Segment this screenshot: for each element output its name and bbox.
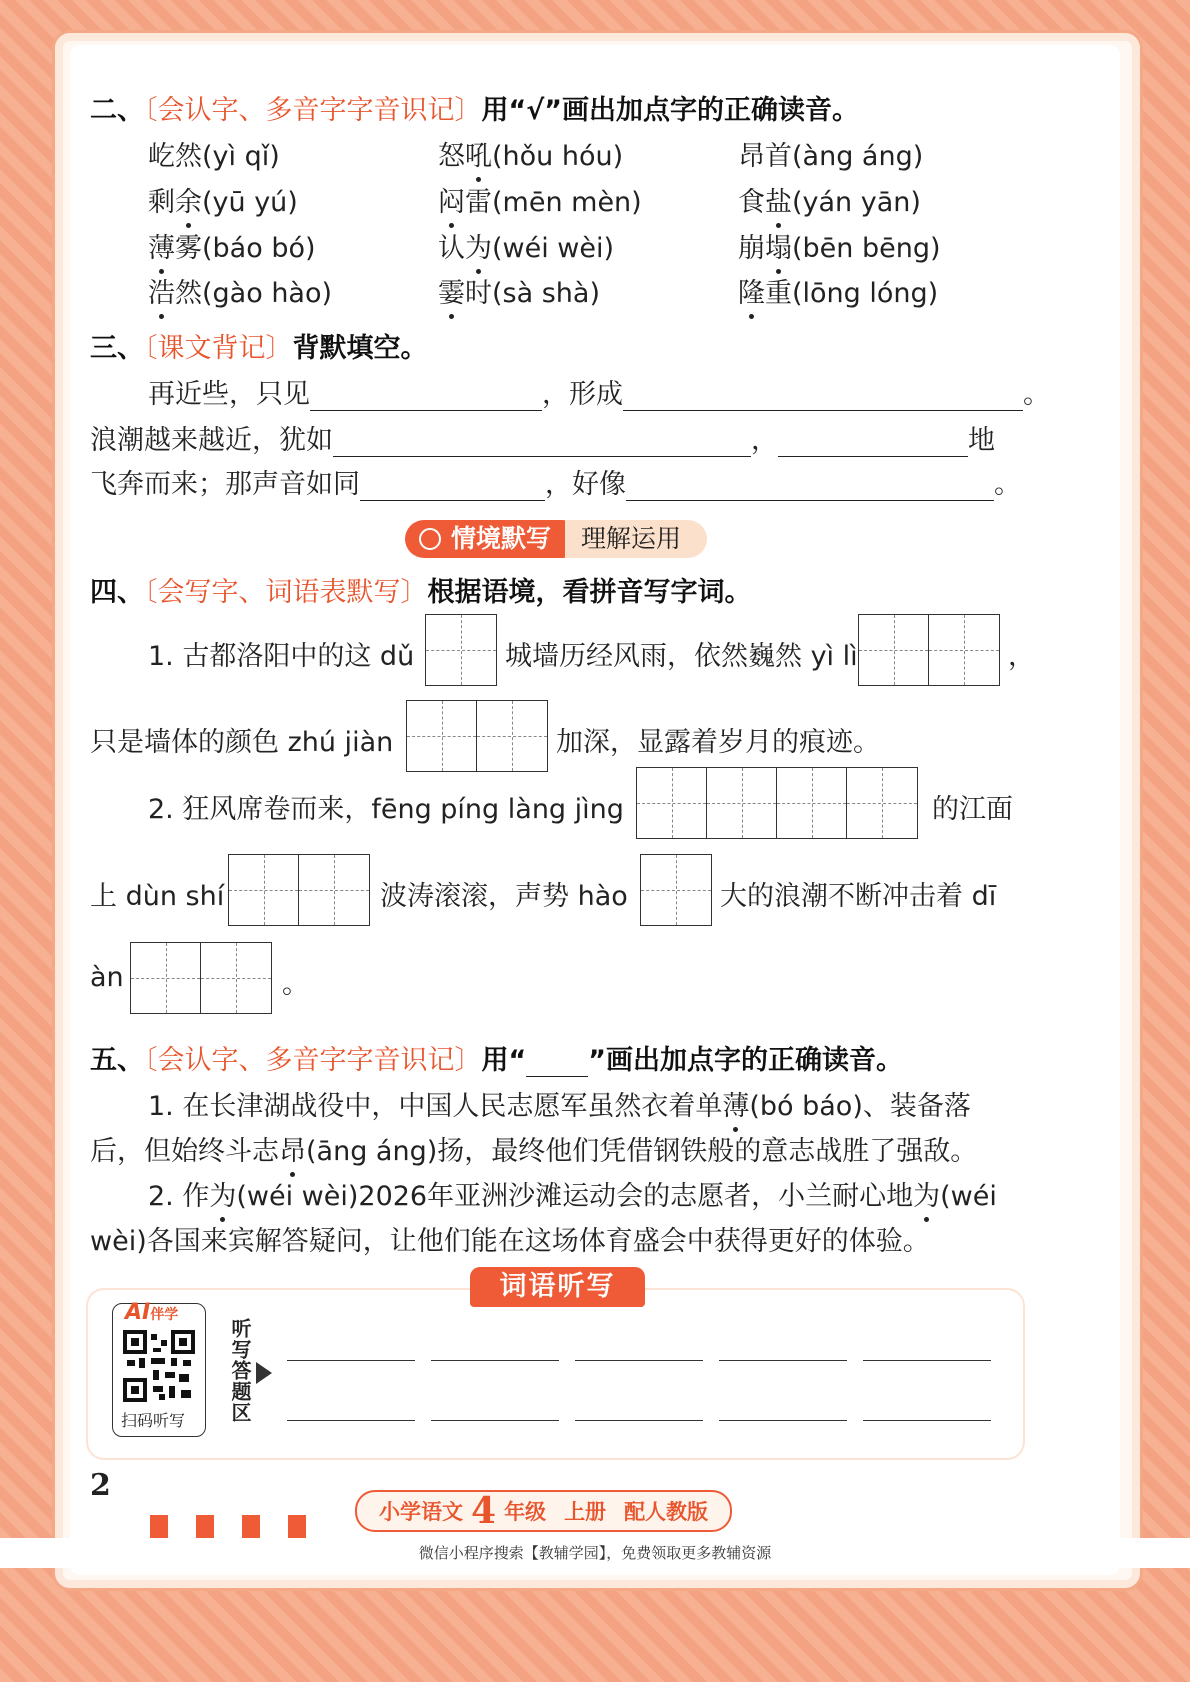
s5-text: 2. 作 <box>148 1181 210 1212</box>
item-pinyin: (hǒu hóu) <box>492 141 624 172</box>
q2-text-g: 。 <box>282 969 309 1000</box>
pinyin-choice-item[interactable] <box>738 134 923 173</box>
pinyin-choice-item[interactable] <box>438 180 642 219</box>
section-2-title <box>90 88 859 127</box>
q1-text-b: 城墙历经风雨，依然巍然 yì lì <box>505 641 858 672</box>
item-char: 屹 <box>148 141 175 172</box>
blank-field[interactable] <box>626 472 994 501</box>
answer-line[interactable] <box>287 1420 415 1421</box>
dotted-char: 薄 <box>148 226 175 265</box>
s5-p1-line2 <box>90 1129 977 1168</box>
item-pinyin: 重(lōng lóng) <box>765 278 939 309</box>
answer-line[interactable] <box>863 1420 991 1421</box>
term-label: 上册 <box>564 1500 607 1524</box>
char-grid[interactable] <box>130 942 272 1014</box>
s5-text: (wéi wèi)2026年亚洲沙滩运动会的志愿者，小兰耐心地 <box>236 1181 914 1212</box>
section-3-title <box>90 326 428 365</box>
dotted-char: 隆 <box>738 271 765 310</box>
answer-line[interactable] <box>719 1360 847 1361</box>
recite-text: ，形成 <box>542 379 623 410</box>
underline-sample <box>526 1050 588 1077</box>
dotted-char: 昂 <box>279 1129 306 1168</box>
dotted-char: 为 <box>209 1174 236 1213</box>
item-pinyin: 时(sà shà) <box>465 278 600 309</box>
medal-icon <box>419 528 441 550</box>
dotted-char: 薄 <box>722 1084 749 1123</box>
recite-text: 再近些，只见 <box>148 379 310 410</box>
item-pinyin: (yán yān) <box>792 187 921 218</box>
section-banner <box>405 520 707 558</box>
dotted-char: 为 <box>913 1174 940 1213</box>
recite-line-2 <box>90 418 995 457</box>
section-3-number: 三、 <box>90 333 144 364</box>
dotted-char: 浩 <box>148 271 175 310</box>
section-5-instruction-b: ”画出加点字的正确读音。 <box>588 1045 903 1076</box>
recite-line-3 <box>90 462 1021 501</box>
section-4-instruction: 根据语境，看拼音写字词。 <box>427 577 752 608</box>
item-pinyin: 首(àng áng) <box>765 141 924 172</box>
char-grid[interactable] <box>425 614 497 686</box>
section-4-title <box>90 570 752 609</box>
edition-label: 配人教版 <box>624 1500 709 1524</box>
pinyin-choice-item[interactable] <box>148 271 332 310</box>
section-5-title <box>90 1038 903 1077</box>
pinyin-choice-item[interactable] <box>738 226 941 265</box>
dotted-char: 为 <box>465 226 492 265</box>
qr-panel[interactable] <box>112 1300 206 1437</box>
q1-text-c: ， <box>1008 641 1035 672</box>
blank-field[interactable] <box>333 428 751 457</box>
item-pinyin: 雾(báo bó) <box>175 233 316 264</box>
item-char: 食 <box>738 187 765 218</box>
section-5-instruction-a: 用“ <box>481 1045 527 1076</box>
grade-label: 年级 <box>504 1500 547 1524</box>
pinyin-choice-item[interactable] <box>148 180 298 219</box>
answer-line[interactable] <box>431 1420 559 1421</box>
section-4-number: 四、 <box>90 577 144 608</box>
triangle-arrow-icon <box>256 1362 272 1384</box>
item-pinyin: (bēn bēng) <box>792 233 941 264</box>
dotted-char: 霎 <box>438 271 465 310</box>
section-3-tag: 〔课文背记〕 <box>144 333 293 364</box>
recite-text: 地 <box>968 425 995 456</box>
recite-text: ， <box>751 425 778 456</box>
section-4-tag: 〔会写字、词语表默写〕 <box>144 577 428 608</box>
s5-p2-line2: wèi)各国来宾解答疑问，让他们能在这场体育盛会中获得更好的体验。 <box>90 1226 930 1257</box>
pinyin-choice-item[interactable] <box>438 271 600 310</box>
ai-label-main: AI <box>125 1300 151 1325</box>
section-2-number: 二、 <box>90 95 144 126</box>
answer-line[interactable] <box>575 1360 703 1361</box>
dotted-char: 闷 <box>438 180 465 219</box>
dotted-char: 盐 <box>765 180 792 219</box>
answer-line[interactable] <box>431 1360 559 1361</box>
pinyin-choice-item[interactable] <box>438 134 623 173</box>
char-grid[interactable] <box>406 700 548 772</box>
dictation-tab: 词语听写 <box>470 1267 645 1307</box>
s5-text: (āng áng)扬，最终他们凭借钢铁般的意志战胜了强敌。 <box>306 1136 978 1167</box>
pinyin-choice-item[interactable] <box>438 226 614 265</box>
s5-text: 后，但始终斗志 <box>90 1136 279 1167</box>
recite-text: 飞奔而来；那声音如同 <box>90 469 360 500</box>
section-2-tag: 〔会认字、多音字字音识记〕 <box>144 95 482 126</box>
dotted-char: 塌 <box>765 226 792 265</box>
item-char: 昂 <box>738 141 765 172</box>
pinyin-choice-item[interactable] <box>148 134 280 173</box>
answer-area-label: 听写答题区 <box>228 1318 252 1423</box>
blank-field[interactable] <box>360 472 545 501</box>
book-info <box>355 1490 732 1532</box>
section-5-tag: 〔会认字、多音字字音识记〕 <box>144 1045 482 1076</box>
answer-line[interactable] <box>719 1420 847 1421</box>
banner-left-label: 情境默写 <box>451 524 552 553</box>
scan-label: 扫码听写 <box>121 1411 186 1430</box>
page-number: 2 <box>90 1468 111 1503</box>
blank-field[interactable] <box>778 428 968 457</box>
s5-p2-line1 <box>148 1174 997 1213</box>
ai-label-sub: 伴学 <box>150 1307 179 1323</box>
q1-text-d: 只是墙体的颜色 zhú jiàn <box>90 727 394 758</box>
answer-line[interactable] <box>863 1360 991 1361</box>
answer-line[interactable] <box>287 1360 415 1361</box>
item-pinyin: (yū yú) <box>202 187 298 218</box>
dotted-char: 余 <box>175 180 202 219</box>
q2-text-c: 上 dùn shí <box>90 881 225 912</box>
recite-text: 浪潮越来越近，犹如 <box>90 425 333 456</box>
section-2-instruction: 用“√”画出加点字的正确读音。 <box>481 95 859 126</box>
item-char: 崩 <box>738 233 765 264</box>
item-pinyin: 然(gào hào) <box>175 278 333 309</box>
promo-note: 微信小程序搜索【教辅学园】，免费领取更多教辅资源 <box>0 1538 1190 1568</box>
recite-text: 。 <box>1023 379 1050 410</box>
banner-left <box>405 520 569 558</box>
answer-line[interactable] <box>575 1420 703 1421</box>
q1-text-a: 1. 古都洛阳中的这 dǔ <box>148 641 415 672</box>
q2-text-f: àn <box>90 962 124 993</box>
section-3-instruction: 背默填空。 <box>292 333 428 364</box>
s5-text: 1. 在长津湖战役中，中国人民志愿军虽然衣着单 <box>148 1091 723 1122</box>
char-grid[interactable] <box>228 854 370 926</box>
item-pinyin: 然(yì qǐ) <box>175 141 280 172</box>
pinyin-choice-item[interactable] <box>738 180 921 219</box>
recite-line-1 <box>148 372 1050 411</box>
qr-code-icon <box>123 1330 195 1402</box>
q2-text-a: 2. 狂风席卷而来，fēng píng làng jìng <box>148 794 624 825</box>
item-char: 剩 <box>148 187 175 218</box>
section-5-number: 五、 <box>90 1045 144 1076</box>
pinyin-choice-item[interactable] <box>738 271 938 310</box>
q2-text-e: 大的浪潮不断冲击着 dī <box>720 881 997 912</box>
banner-right-label: 理解运用 <box>565 520 707 558</box>
blank-field[interactable] <box>310 382 542 411</box>
ai-label <box>125 1300 178 1325</box>
subject-label: 小学语文 <box>379 1500 463 1524</box>
char-grid[interactable] <box>858 614 1000 686</box>
q2-text-b: 的江面 <box>932 794 1013 825</box>
s5-text: (bó báo)、装备落 <box>749 1091 971 1122</box>
q1-text-e: 加深，显露着岁月的痕迹。 <box>556 727 880 758</box>
recite-text: ，好像 <box>545 469 626 500</box>
dotted-char: 吼 <box>465 134 492 173</box>
q2-text-d: 波涛滚滚，声势 hào <box>380 881 628 912</box>
blank-field[interactable] <box>623 382 1023 411</box>
item-char: 认 <box>438 233 465 264</box>
recite-text: 。 <box>994 469 1021 500</box>
item-pinyin: (wéi wèi) <box>492 233 615 264</box>
pinyin-choice-item[interactable] <box>148 226 316 265</box>
char-grid[interactable] <box>640 854 712 926</box>
s5-p1-line1 <box>148 1084 971 1123</box>
item-pinyin: 雷(mēn mèn) <box>465 187 642 218</box>
grade-number: 4 <box>471 1490 497 1532</box>
item-char: 怒 <box>438 141 465 172</box>
s5-text: (wéi <box>940 1181 997 1212</box>
char-grid[interactable] <box>636 767 918 839</box>
